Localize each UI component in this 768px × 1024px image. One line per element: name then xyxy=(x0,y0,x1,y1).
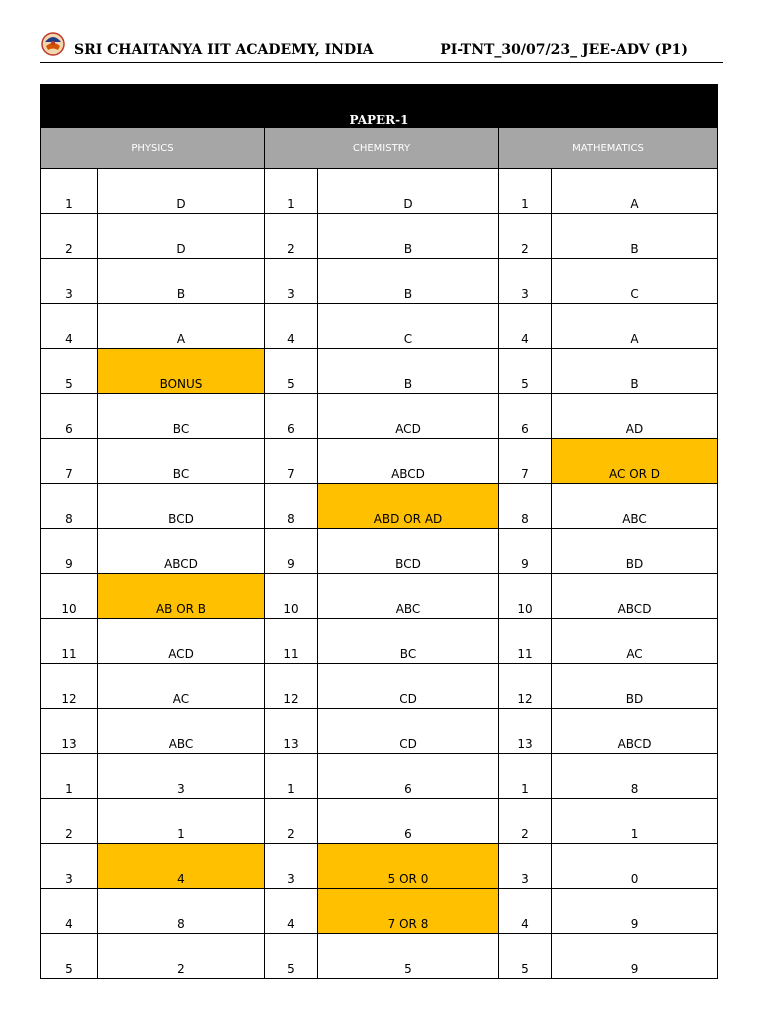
physics-question-number: 3 xyxy=(41,259,98,304)
table-row xyxy=(41,709,718,754)
physics-answer: BONUS xyxy=(98,349,265,394)
table-row xyxy=(41,259,718,304)
physics-answer: ACD xyxy=(98,619,265,664)
chemistry-question-number: 8 xyxy=(265,484,318,529)
physics-answer: AB OR B xyxy=(98,574,265,619)
physics-question-number: 2 xyxy=(41,214,98,259)
table-row xyxy=(41,664,718,709)
mathematics-answer: ABCD xyxy=(552,709,718,754)
mathematics-answer: A xyxy=(552,304,718,349)
chemistry-answer: BC xyxy=(318,619,499,664)
table-row xyxy=(41,844,718,889)
table-row xyxy=(41,799,718,844)
table-row xyxy=(41,484,718,529)
mathematics-question-number: 2 xyxy=(499,799,552,844)
physics-answer: 1 xyxy=(98,799,265,844)
physics-question-number: 10 xyxy=(41,574,98,619)
mathematics-answer: A xyxy=(552,169,718,214)
mathematics-question-number: 1 xyxy=(499,754,552,799)
chemistry-question-number: 10 xyxy=(265,574,318,619)
physics-question-number: 13 xyxy=(41,709,98,754)
chemistry-question-number: 3 xyxy=(265,259,318,304)
physics-answer: 8 xyxy=(98,889,265,934)
chemistry-question-number: 5 xyxy=(265,349,318,394)
physics-question-number: 12 xyxy=(41,664,98,709)
chemistry-answer: 5 xyxy=(318,934,499,979)
chemistry-question-number: 13 xyxy=(265,709,318,754)
mathematics-answer: C xyxy=(552,259,718,304)
institute-name: SRI CHAITANYA IIT ACADEMY, INDIA xyxy=(74,42,374,58)
table-row xyxy=(41,214,718,259)
mathematics-answer: 9 xyxy=(552,934,718,979)
mathematics-question-number: 6 xyxy=(499,394,552,439)
table-row xyxy=(41,619,718,664)
table-row xyxy=(41,349,718,394)
mathematics-answer: B xyxy=(552,349,718,394)
chemistry-question-number: 4 xyxy=(265,889,318,934)
mathematics-question-number: 9 xyxy=(499,529,552,574)
chemistry-question-number: 3 xyxy=(265,844,318,889)
physics-question-number: 2 xyxy=(41,799,98,844)
chemistry-answer: BCD xyxy=(318,529,499,574)
physics-question-number: 5 xyxy=(41,349,98,394)
mathematics-answer: B xyxy=(552,214,718,259)
mathematics-question-number: 7 xyxy=(499,439,552,484)
chemistry-question-number: 9 xyxy=(265,529,318,574)
physics-answer: AC xyxy=(98,664,265,709)
institute-logo xyxy=(40,30,66,56)
mathematics-answer: 9 xyxy=(552,889,718,934)
chemistry-question-number: 7 xyxy=(265,439,318,484)
table-row xyxy=(41,394,718,439)
chemistry-answer: ABCD xyxy=(318,439,499,484)
table-row xyxy=(41,754,718,799)
mathematics-question-number: 8 xyxy=(499,484,552,529)
physics-answer: B xyxy=(98,259,265,304)
chemistry-answer: 6 xyxy=(318,799,499,844)
answer-rows xyxy=(41,169,718,979)
table-row xyxy=(41,304,718,349)
table-row xyxy=(41,529,718,574)
chemistry-question-number: 6 xyxy=(265,394,318,439)
mathematics-question-number: 2 xyxy=(499,214,552,259)
page-header xyxy=(40,32,723,63)
chemistry-question-number: 1 xyxy=(265,754,318,799)
mathematics-question-number: 3 xyxy=(499,844,552,889)
chemistry-answer: CD xyxy=(318,709,499,754)
table-row xyxy=(41,934,718,979)
mathematics-answer: AD xyxy=(552,394,718,439)
paper-title: PAPER-1 xyxy=(41,85,718,128)
mathematics-question-number: 3 xyxy=(499,259,552,304)
mathematics-question-number: 5 xyxy=(499,934,552,979)
mathematics-question-number: 5 xyxy=(499,349,552,394)
physics-answer: ABC xyxy=(98,709,265,754)
answer-key-table xyxy=(40,84,718,979)
subject-header-chemistry: CHEMISTRY xyxy=(265,128,499,169)
chemistry-answer: C xyxy=(318,304,499,349)
physics-question-number: 3 xyxy=(41,844,98,889)
chemistry-answer: ACD xyxy=(318,394,499,439)
physics-question-number: 5 xyxy=(41,934,98,979)
physics-answer: 4 xyxy=(98,844,265,889)
physics-answer: BC xyxy=(98,394,265,439)
chemistry-question-number: 11 xyxy=(265,619,318,664)
chemistry-answer: B xyxy=(318,349,499,394)
mathematics-question-number: 11 xyxy=(499,619,552,664)
mathematics-answer: ABC xyxy=(552,484,718,529)
chemistry-question-number: 12 xyxy=(265,664,318,709)
physics-answer: D xyxy=(98,214,265,259)
chemistry-answer: B xyxy=(318,259,499,304)
chemistry-answer: B xyxy=(318,214,499,259)
mathematics-answer: 8 xyxy=(552,754,718,799)
physics-question-number: 1 xyxy=(41,754,98,799)
chemistry-question-number: 2 xyxy=(265,214,318,259)
chemistry-question-number: 1 xyxy=(265,169,318,214)
chemistry-answer: 6 xyxy=(318,754,499,799)
mathematics-question-number: 13 xyxy=(499,709,552,754)
physics-answer: 3 xyxy=(98,754,265,799)
chemistry-answer: D xyxy=(318,169,499,214)
chemistry-question-number: 2 xyxy=(265,799,318,844)
mathematics-question-number: 10 xyxy=(499,574,552,619)
mathematics-answer: AC xyxy=(552,619,718,664)
mathematics-answer: BD xyxy=(552,529,718,574)
physics-question-number: 8 xyxy=(41,484,98,529)
subject-header-mathematics: MATHEMATICS xyxy=(499,128,718,169)
mathematics-question-number: 4 xyxy=(499,304,552,349)
chemistry-answer: ABC xyxy=(318,574,499,619)
physics-question-number: 11 xyxy=(41,619,98,664)
chemistry-question-number: 4 xyxy=(265,304,318,349)
chemistry-question-number: 5 xyxy=(265,934,318,979)
mathematics-answer: ABCD xyxy=(552,574,718,619)
physics-answer: A xyxy=(98,304,265,349)
chemistry-answer: ABD OR AD xyxy=(318,484,499,529)
mathematics-answer: BD xyxy=(552,664,718,709)
table-row xyxy=(41,169,718,214)
chemistry-answer: CD xyxy=(318,664,499,709)
table-row xyxy=(41,574,718,619)
physics-answer: ABCD xyxy=(98,529,265,574)
chemistry-answer: 7 OR 8 xyxy=(318,889,499,934)
physics-question-number: 4 xyxy=(41,889,98,934)
mathematics-question-number: 1 xyxy=(499,169,552,214)
table-row xyxy=(41,439,718,484)
physics-question-number: 1 xyxy=(41,169,98,214)
table-row xyxy=(41,889,718,934)
physics-question-number: 7 xyxy=(41,439,98,484)
physics-question-number: 4 xyxy=(41,304,98,349)
mathematics-answer: 1 xyxy=(552,799,718,844)
mathematics-question-number: 12 xyxy=(499,664,552,709)
mathematics-question-number: 4 xyxy=(499,889,552,934)
subject-header-physics: PHYSICS xyxy=(41,128,265,169)
mathematics-answer: AC OR D xyxy=(552,439,718,484)
chemistry-answer: 5 OR 0 xyxy=(318,844,499,889)
physics-answer: 2 xyxy=(98,934,265,979)
physics-answer: D xyxy=(98,169,265,214)
physics-question-number: 9 xyxy=(41,529,98,574)
mathematics-answer: 0 xyxy=(552,844,718,889)
physics-answer: BCD xyxy=(98,484,265,529)
paper-code: PI-TNT_30/07/23_ JEE-ADV (P1) xyxy=(440,42,688,58)
physics-answer: BC xyxy=(98,439,265,484)
physics-question-number: 6 xyxy=(41,394,98,439)
